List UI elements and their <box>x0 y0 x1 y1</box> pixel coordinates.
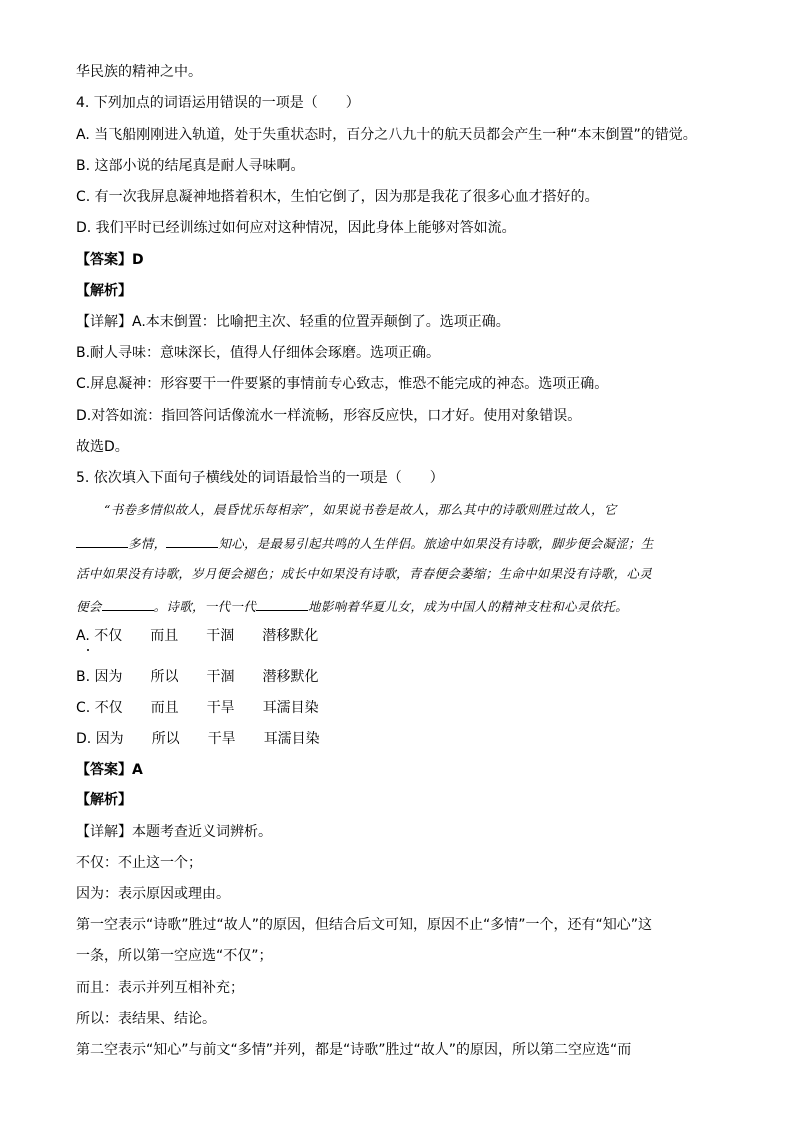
q4-option-b: B. 这部小说的结尾真是耐人寻味啊。 <box>76 158 305 174</box>
q4-option-a: A. 当飞船刚刚进入轨道，处于失重状态时，百分之八九十的航天员都会产生一种“本末倒置”的错觉。 <box>76 127 697 143</box>
q5-blank-4 <box>256 596 308 611</box>
q4-detail-4: D.对答如流：指回答问话像流水一样流畅，形容反应快，口才好。使用对象错误。 <box>76 408 582 424</box>
q5-option-a-word-4: 潜移默化 <box>262 628 319 644</box>
q5-passage-line-3: 活中如果没有诗歌，岁月便会褪色；成长中如果没有诗歌，青春便会萎缩；生命中如果没有诗歌，心灵 <box>76 566 653 581</box>
q5-option-b-word-2: 所以 <box>150 669 179 685</box>
q5-detail-8: 第二空表示“知心”与前文“多情”并列，都是“诗歌”胜过“故人”的原因，所以第二空应选“而 <box>76 1042 632 1058</box>
q5-option-b-word-4: 潜移默化 <box>262 669 319 685</box>
q5-option-a-word-3: 干涸 <box>206 628 235 644</box>
q4-detail-3: C.屏息凝神：形容要干一件要紧的事情前专心致志，惟恐不能完成的神态。选项正确。 <box>76 376 609 392</box>
q4-answer: 【答案】D <box>76 252 144 268</box>
q5-option-a-label: A. <box>76 628 95 644</box>
q4-stem: 4. 下列加点的词语运用错误的一项是（ ） <box>76 95 360 111</box>
q5-option-b-label: B. <box>76 669 95 685</box>
intro-tail-text: 华民族的精神之中。 <box>76 64 202 80</box>
q5-blank-2 <box>166 533 218 548</box>
q5-passage-line-4b: 。诗歌，一代一代 <box>153 599 257 614</box>
q5-passage-line-2 <box>76 533 654 553</box>
q5-option-d-word-3: 干旱 <box>207 731 236 747</box>
q5-option-d <box>76 729 320 749</box>
q4-analysis-label: 【解析】 <box>76 283 132 299</box>
q5-passage-line-2b: 知心，是最易引起共鸣的人生伴侣。旅途中如果没有诗歌，脚步便会凝涩；生 <box>218 536 654 551</box>
q5-detail-5: 一条，所以第一空应选“不仅”； <box>76 948 273 964</box>
q5-detail-7: 所以：表结果、结论。 <box>76 1011 216 1027</box>
q5-blank-1 <box>76 533 128 548</box>
q5-option-d-word-2: 所以 <box>151 731 180 747</box>
q4-conclusion: 故选D。 <box>76 439 129 455</box>
q5-detail-4: 第一空表示“诗歌”胜过“故人”的原因，但结合后文可知，原因不止“多情”一个，还有“知心”这 <box>76 917 653 933</box>
q5-passage-line-4 <box>76 596 628 616</box>
q4-option-d: D. 我们平时已经训练过如何应对这种情况，因此身体上能够对答如流。 <box>76 220 516 236</box>
q5-option-b <box>76 667 319 687</box>
q5-detail-6: 而且：表示并列互相补充； <box>76 980 244 996</box>
q5-blank-3 <box>102 596 154 611</box>
q5-passage-line-4a: 便会 <box>76 599 102 614</box>
q4-detail-1: 【详解】A.本末倒置：比喻把主次、轻重的位置弄颠倒了。选项正确。 <box>76 314 510 330</box>
q5-option-d-label: D. <box>76 731 96 747</box>
q5-passage-line-4c: 地影响着华夏儿女，成为中国人的精神支柱和心灵依托。 <box>308 599 629 614</box>
q5-option-a-word-1: 不仅 <box>94 628 123 644</box>
q5-answer: 【答案】A <box>76 762 143 778</box>
q5-option-c <box>76 698 319 718</box>
q5-passage-line-1: “书卷多情似故人，晨昏忧乐每相亲”，如果说书卷是故人，那么其中的诗歌则胜过故人，它 <box>104 502 617 517</box>
q5-option-a <box>76 626 318 646</box>
q5-stem: 5. 依次填入下面句子横线处的词语最恰当的一项是（ ） <box>76 470 444 486</box>
q5-option-c-word-4: 耳濡目染 <box>262 700 319 716</box>
q5-option-b-word-3: 干涸 <box>206 669 235 685</box>
q5-detail-2: 不仅：不止这一个； <box>76 855 202 871</box>
q5-option-d-word-1: 因为 <box>95 731 124 747</box>
q5-detail-1: 【详解】本题考查近义词辨析。 <box>76 824 272 840</box>
emphasis-dot-mark <box>87 649 89 651</box>
q5-option-a-word-2: 而且 <box>150 628 179 644</box>
q5-passage-line-2a: 多情， <box>128 536 167 551</box>
q4-option-c: C. 有一次我屏息凝神地搭着积木，生怕它倒了，因为那是我花了很多心血才搭好的。 <box>76 189 599 205</box>
q5-option-c-label: C. <box>76 700 95 716</box>
q5-detail-3: 因为：表示原因或理由。 <box>76 886 230 902</box>
q5-option-c-word-3: 干旱 <box>206 700 235 716</box>
q5-option-b-word-1: 因为 <box>94 669 123 685</box>
q5-option-c-word-2: 而且 <box>150 700 179 716</box>
q5-option-d-word-4: 耳濡目染 <box>263 731 320 747</box>
q4-detail-2: B.耐人寻味：意味深长，值得人仔细体会琢磨。选项正确。 <box>76 345 441 361</box>
q5-analysis-label: 【解析】 <box>76 792 132 808</box>
q5-option-c-word-1: 不仅 <box>94 700 123 716</box>
